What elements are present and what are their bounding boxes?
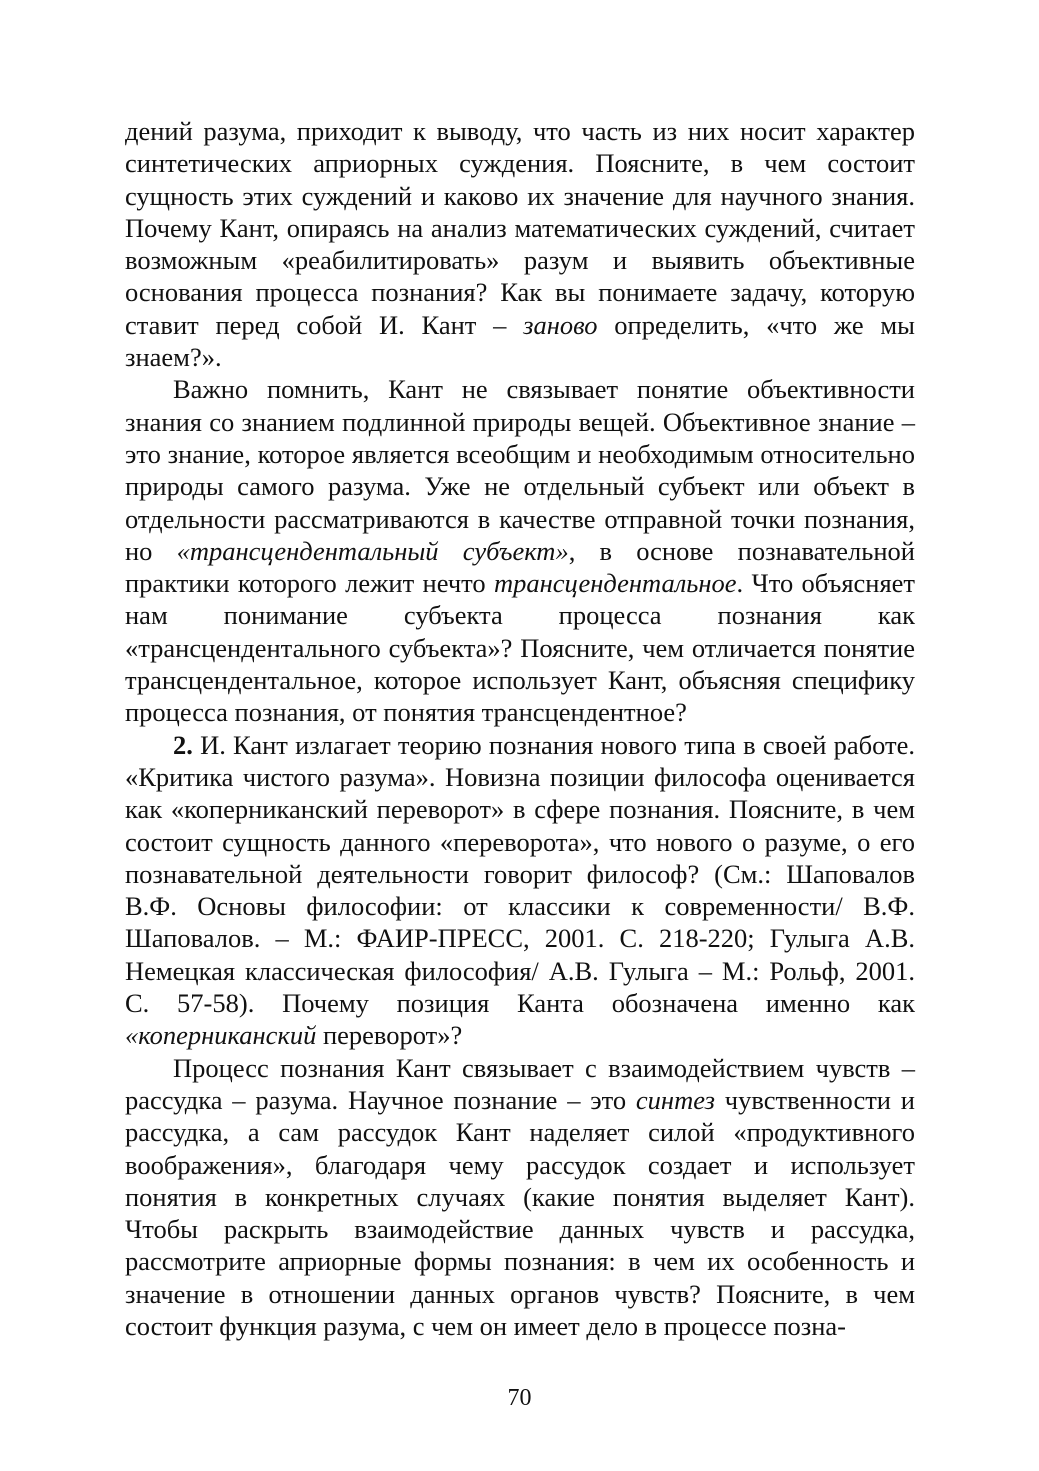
paragraph — [125, 373, 915, 728]
paragraph — [125, 115, 915, 373]
italic-text-run: заново — [523, 309, 598, 340]
text-run: Важно помнить, Кант не связывает понятие объективности знания со знанием подлинной природы вещей. Объективное знание – это знание, которое является всеобщим и необходимым относительно природы самого разума. Уже не отдельный субъект или объект в отдельности рассматриваются в качестве отправной точки познания, но — [125, 374, 915, 566]
italic-text-run: синтез — [635, 1084, 715, 1115]
body-text — [125, 115, 915, 1342]
text-run: , в основе познавательной практики которого лежит нечто — [125, 535, 915, 599]
text-run: определить, «что же мы знаем?». — [125, 309, 915, 373]
text-run: Процесс познания Кант связывает с взаимодействием чувств – рассудка – разума. Научное познание – это — [125, 1052, 915, 1115]
text-run: чувственности и рассудка, а сам рассудок Кант наделяет силой «продуктивного воображения», благодаря чему рассудок создает и использует понятия в конкретных случаях (какие понятия выделяет Кант). Чтобы раскрыть взаимодействие данных чувств и рассудка, рассмотрите априорные формы познания: в чем их особенность и значение в отношении данных органов чувств? Поясните, в чем состоит функция разума, с чем он имеет дело в процессе позна- — [125, 1084, 915, 1341]
paragraph — [125, 1052, 915, 1343]
text-run: . Что объясняет нам понимание субъекта процесса познания как «трансцендентального субъекта»? Поясните, чем отличается понятие трансцендентальное, которое использует Кант, объясняя специфику процесса познания, от понятия трансцендентное? — [125, 568, 915, 728]
italic-text-run: «коперниканский — [125, 1020, 317, 1051]
paragraph — [125, 729, 915, 1052]
text-run: дений разума, приходит к выводу, что часть из них носит характер синтетических априорных суждения. Поясните, в чем состоит сущность этих суждений и каково их значение для научного знания. Почему Кант, опираясь на анализ математических суждений, считает возможным «реабилитировать» разум и выявить объективные основания процесса познания? Как вы понимаете задачу, которую ставит перед собой И. Кант – — [125, 116, 915, 340]
text-run: И. Кант излагает теорию познания нового типа в своей работе. «Критика чистого разума». Новизна позиции философа оценивается как «коперниканский переворот» в сфере познания. Поясните, в чем состоит сущность данного «переворота», что нового о разуме, о его познавательной деятельности говорит философ? (См.: Шаповалов В.Ф. Основы философии: от классики к современности/ В.Ф. Шаповалов. – М.: ФАИР-ПРЕСС, 2001. С. 218-220; Гулыга А.В. Немецкая классическая философия/ А.В. Гулыга – М.: Рольф, 2001. С. 57-58). Почему позиция Канта обозначена именно как — [125, 729, 915, 1019]
page-number: 70 — [507, 1385, 532, 1411]
italic-text-run: трансцендентальное — [494, 568, 737, 599]
bold-text-run: 2. — [173, 729, 193, 760]
text-run: переворот»? — [316, 1020, 463, 1051]
italic-text-run: «трансцендентальный субъект» — [176, 535, 569, 566]
